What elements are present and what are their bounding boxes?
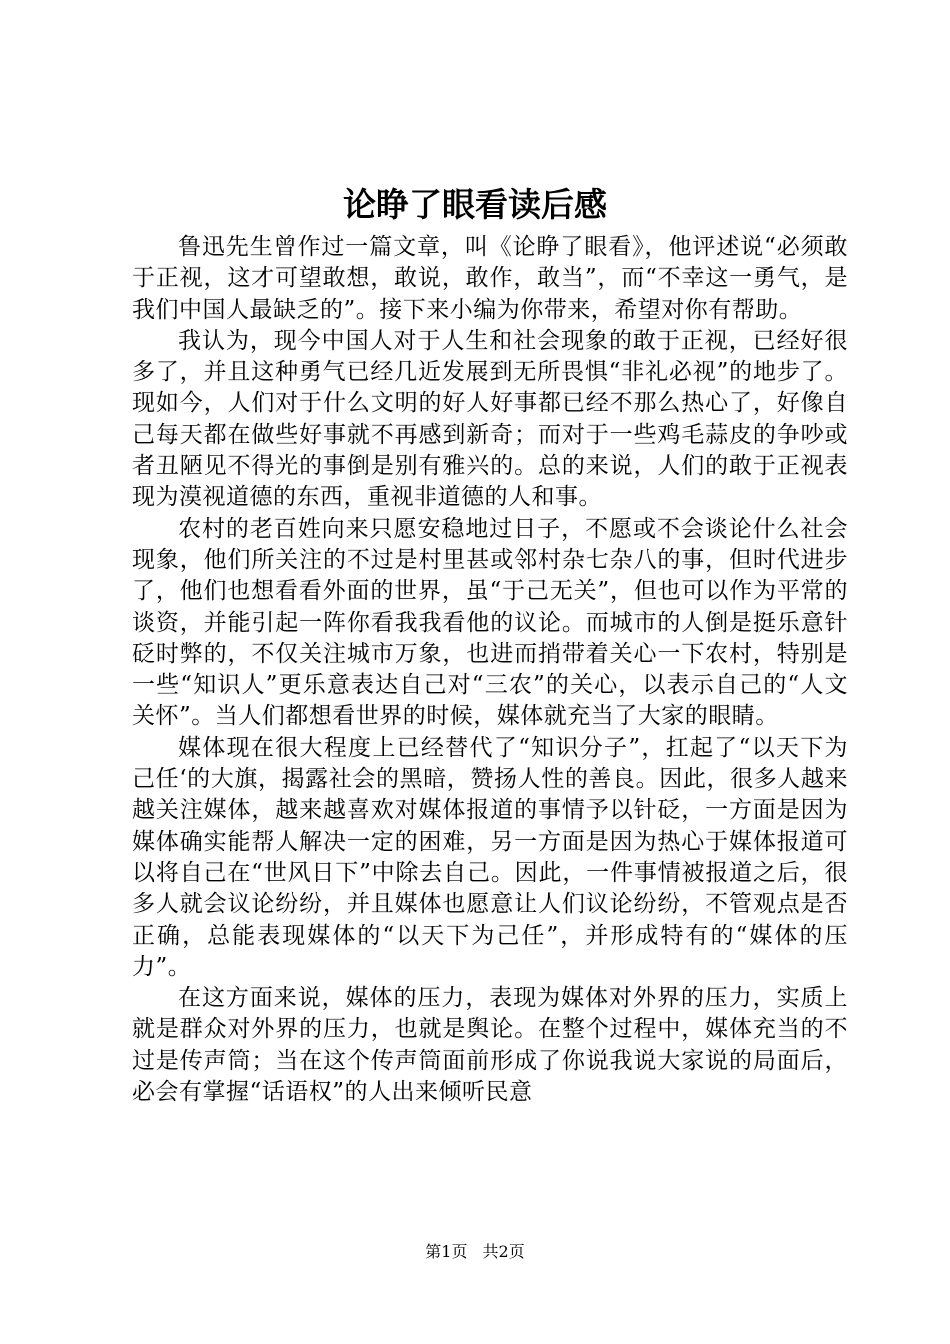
page-number-current: 第1页 [425, 1242, 468, 1261]
paragraph: 在这方面来说，媒体的压力，表现为媒体对外界的压力，实质上就是群众对外界的压力，也就是舆论。在整个过程中，媒体充当的不过是传声筒；当在这个传声筒面前形成了你说我说大家说的局面后，必会有掌握“话语权”的人出来倾听民意 [132, 985, 848, 1106]
paragraph: 农村的老百姓向来只愿安稳地过日子，不愿或不会谈论什么社会现象，他们所关注的不过是村里甚或邻村杂七杂八的事，但时代进步了，他们也想看看外面的世界，虽“于己无关”，但也可以作为平常的谈资，并能引起一阵你看我我看他的议论。而城市的人倒是挺乐意针砭时弊的，不仅关注城市万象，也进而捎带着关心一下农村，特别是一些“知识人”更乐意表达自己对“三农”的关心，以表示自己的“人文关怀”。当人们都想看世界的时候，媒体就充当了大家的眼睛。 [132, 515, 848, 730]
paragraph: 鲁迅先生曾作过一篇文章，叫《论睁了眼看》，他评述说“必须敢于正视，这才可望敢想，敢说，敢作，敢当”，而“不幸这一勇气，是我们中国人最缺乏的”。接下来小编为你带来，希望对你有帮助。 [132, 234, 848, 323]
paragraph: 媒体现在很大程度上已经替代了“知识分子”，扛起了“以天下为己任‘的大旗，揭露社会的黑暗，赞扬人性的善良。因此，很多人越来越关注媒体，越来越喜欢对媒体报道的事情予以针砭，一方面是因为媒体确实能帮人解决一定的困难，另一方面是因为热心于媒体报道可以将自己在“世风日下”中除去自己。因此，一件事情被报道之后，很多人就会议论纷纷，并且媒体也愿意让人们议论纷纷，不管观点是否正确，总能表现媒体的“以天下为己任”，并形成特有的“媒体的压力”。 [132, 734, 848, 980]
page-footer [0, 1242, 950, 1262]
document-body [132, 232, 848, 1108]
document-title: 论睁了眼看读后感 [343, 185, 607, 224]
paragraph: 我认为，现今中国人对于人生和社会现象的敢于正视，已经好很多了，并且这种勇气已经几近发展到无所畏惧“非礼必视”的地步了。现如今，人们对于什么文明的好人好事都已经不那么热心了，好像自己每天都在做些好事就不再感到新奇；而对于一些鸡毛蒜皮的争吵或者丑陋见不得光的事倒是别有雅兴的。总的来说，人们的敢于正视表现为漠视道德的东西，重视非道德的人和事。 [132, 327, 848, 511]
page-number-total: 共2页 [482, 1242, 525, 1261]
